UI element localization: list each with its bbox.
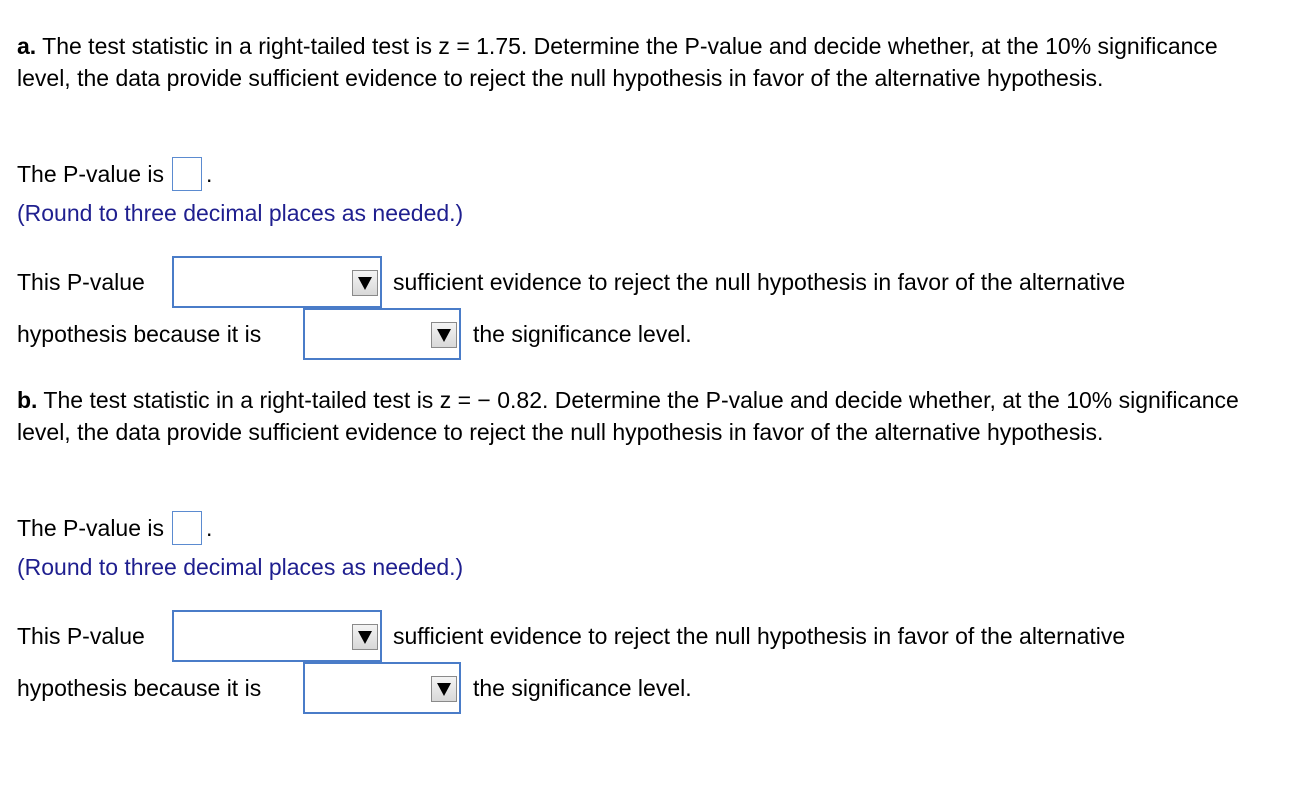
- part-b-pvalue-line: [17, 508, 212, 548]
- part-a-label: a.: [17, 33, 37, 59]
- part-b-sentence-1-end: sufficient evidence to reject the null hypothesis in favor of the alternative: [393, 623, 1126, 649]
- part-b-pvalue-prefix: The P-value is: [17, 515, 165, 541]
- part-b-label: b.: [17, 387, 38, 413]
- part-b-sentence-2-start: hypothesis because it is: [17, 675, 262, 701]
- part-a-sentence-2-end: the significance level.: [473, 321, 692, 347]
- part-a-pvalue-input[interactable]: [172, 157, 202, 191]
- part-b-pvalue-suffix: .: [206, 515, 213, 541]
- part-a-question-text: The test statistic in a right-tailed test is z = 1.75. Determine the P-value and decide whether, at the 10% significance level, the data provide sufficient evidence to reject the null hypothesis in favor of the alternative hypothesis.: [17, 33, 1218, 91]
- part-a-pvalue-line: [17, 154, 212, 194]
- part-a-sentence-1-start: This P-value: [17, 269, 145, 295]
- part-b-sentence-1-start: This P-value: [17, 623, 145, 649]
- part-b-pvalue-input[interactable]: [172, 511, 202, 545]
- part-b-comparison-dropdown[interactable]: [303, 662, 461, 714]
- part-b-round-hint: (Round to three decimal places as needed.): [17, 554, 464, 580]
- part-a-pvalue-suffix: .: [206, 161, 213, 187]
- triangle-down-icon[interactable]: [352, 624, 378, 650]
- part-b-sentence-2-end: the significance level.: [473, 675, 692, 701]
- part-a-sentence-2-start: hypothesis because it is: [17, 321, 262, 347]
- part-a-round-hint: (Round to three decimal places as needed.): [17, 200, 464, 226]
- part-a-comparison-dropdown[interactable]: [303, 308, 461, 360]
- part-a-pvalue-prefix: The P-value is: [17, 161, 165, 187]
- part-a-question: [17, 30, 1267, 94]
- part-b-evidence-dropdown[interactable]: [172, 610, 382, 662]
- triangle-down-icon[interactable]: [431, 322, 457, 348]
- part-b-question-text: The test statistic in a right-tailed test is z = − 0.82. Determine the P-value and decide whether, at the 10% significance level, the data provide sufficient evidence to reject the null hypothesis in favor of the alternative hypothesis.: [17, 387, 1239, 445]
- triangle-down-icon[interactable]: [431, 676, 457, 702]
- part-a-evidence-dropdown[interactable]: [172, 256, 382, 308]
- part-a-sentence-1: [17, 256, 1277, 308]
- part-b-sentence-1: [17, 610, 1277, 662]
- part-b-question: [17, 384, 1267, 448]
- part-a-sentence-2: [17, 308, 1277, 360]
- part-b-sentence-2: [17, 662, 1277, 714]
- part-a-sentence-1-end: sufficient evidence to reject the null hypothesis in favor of the alternative: [393, 269, 1126, 295]
- triangle-down-icon[interactable]: [352, 270, 378, 296]
